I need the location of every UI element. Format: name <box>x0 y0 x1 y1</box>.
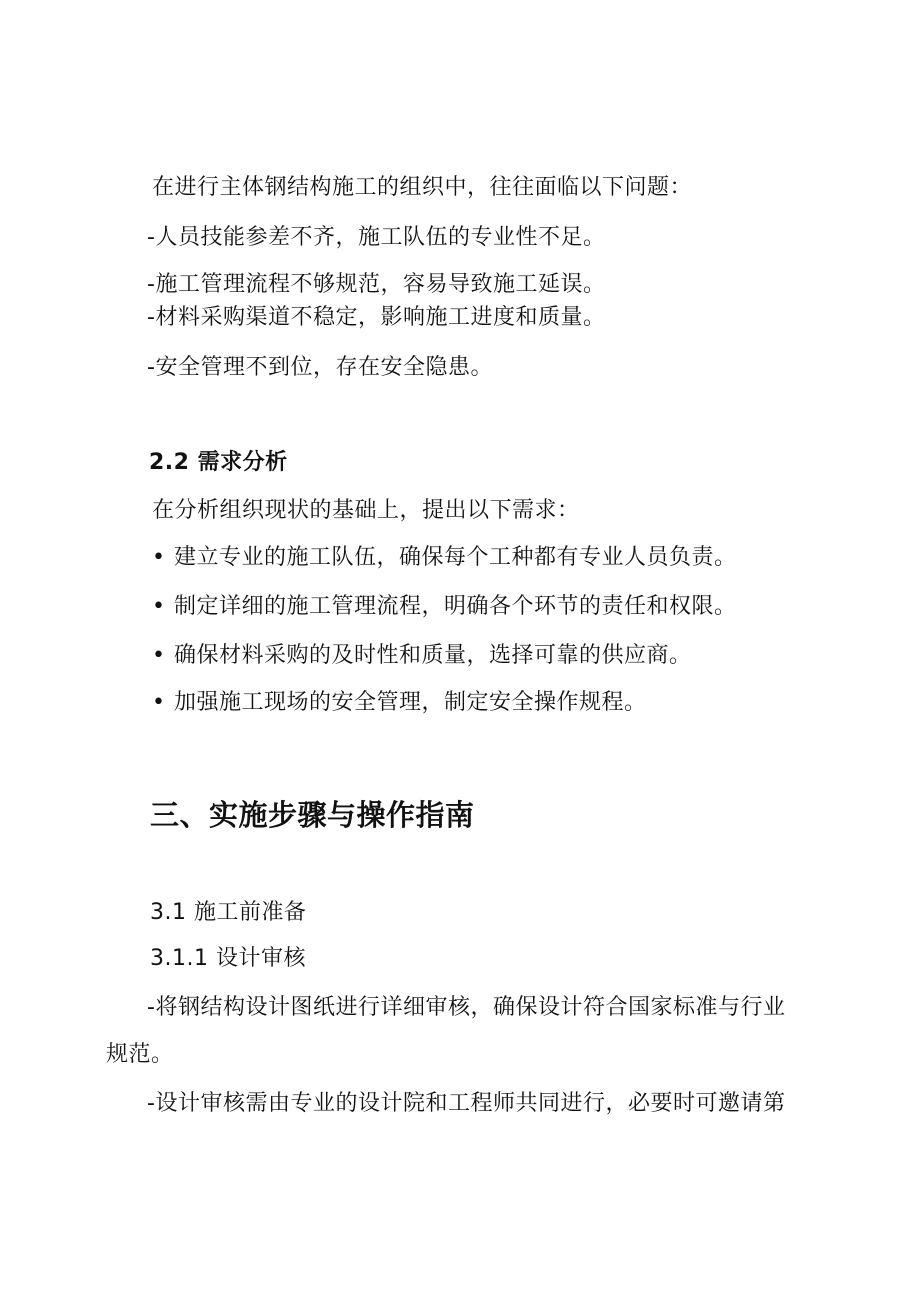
need-list-item <box>152 641 692 671</box>
paragraph-line: 规范。 <box>106 1042 174 1067</box>
need-text: 加强施工现场的安全管理，制定安全操作规程。 <box>174 690 647 715</box>
section-3-1-heading: 3.1 施工前准备 <box>150 900 307 925</box>
bullet-icon: • <box>152 690 166 715</box>
bullet-icon: • <box>152 643 166 668</box>
intro-lead: 在进行主体钢结构施工的组织中，往往面临以下问题： <box>152 175 693 200</box>
paragraph-line: -将钢结构设计图纸进行详细审核，确保设计符合国家标准与行业 <box>147 995 786 1020</box>
bullet-icon: • <box>152 545 166 570</box>
problem-item: -材料采购渠道不稳定，影响施工进度和质量。 <box>147 305 606 330</box>
section-2-2-lead: 在分析组织现状的基础上，提出以下需求： <box>152 498 580 523</box>
need-text: 确保材料采购的及时性和质量，选择可靠的供应商。 <box>174 643 692 668</box>
need-list-item <box>152 592 737 622</box>
section-3-1-1-heading: 3.1.1 设计审核 <box>150 946 306 971</box>
paragraph-line: -设计审核需由专业的设计院和工程师共同进行，必要时可邀请第 <box>147 1091 786 1116</box>
section-2-2-heading: 2.2 需求分析 <box>149 450 288 475</box>
need-list-item <box>152 543 737 573</box>
need-text: 制定详细的施工管理流程，明确各个环节的责任和权限。 <box>174 594 737 619</box>
need-text: 建立专业的施工队伍，确保每个工种都有专业人员负责。 <box>174 545 737 570</box>
bullet-icon: • <box>152 594 166 619</box>
problem-item: -施工管理流程不够规范，容易导致施工延误。 <box>147 272 606 297</box>
section-3-heading: 三、实施步骤与操作指南 <box>150 798 475 832</box>
problem-item: -安全管理不到位，存在安全隐患。 <box>147 355 493 380</box>
need-list-item <box>152 688 647 718</box>
problem-item: -人员技能参差不齐，施工队伍的专业性不足。 <box>147 225 606 250</box>
